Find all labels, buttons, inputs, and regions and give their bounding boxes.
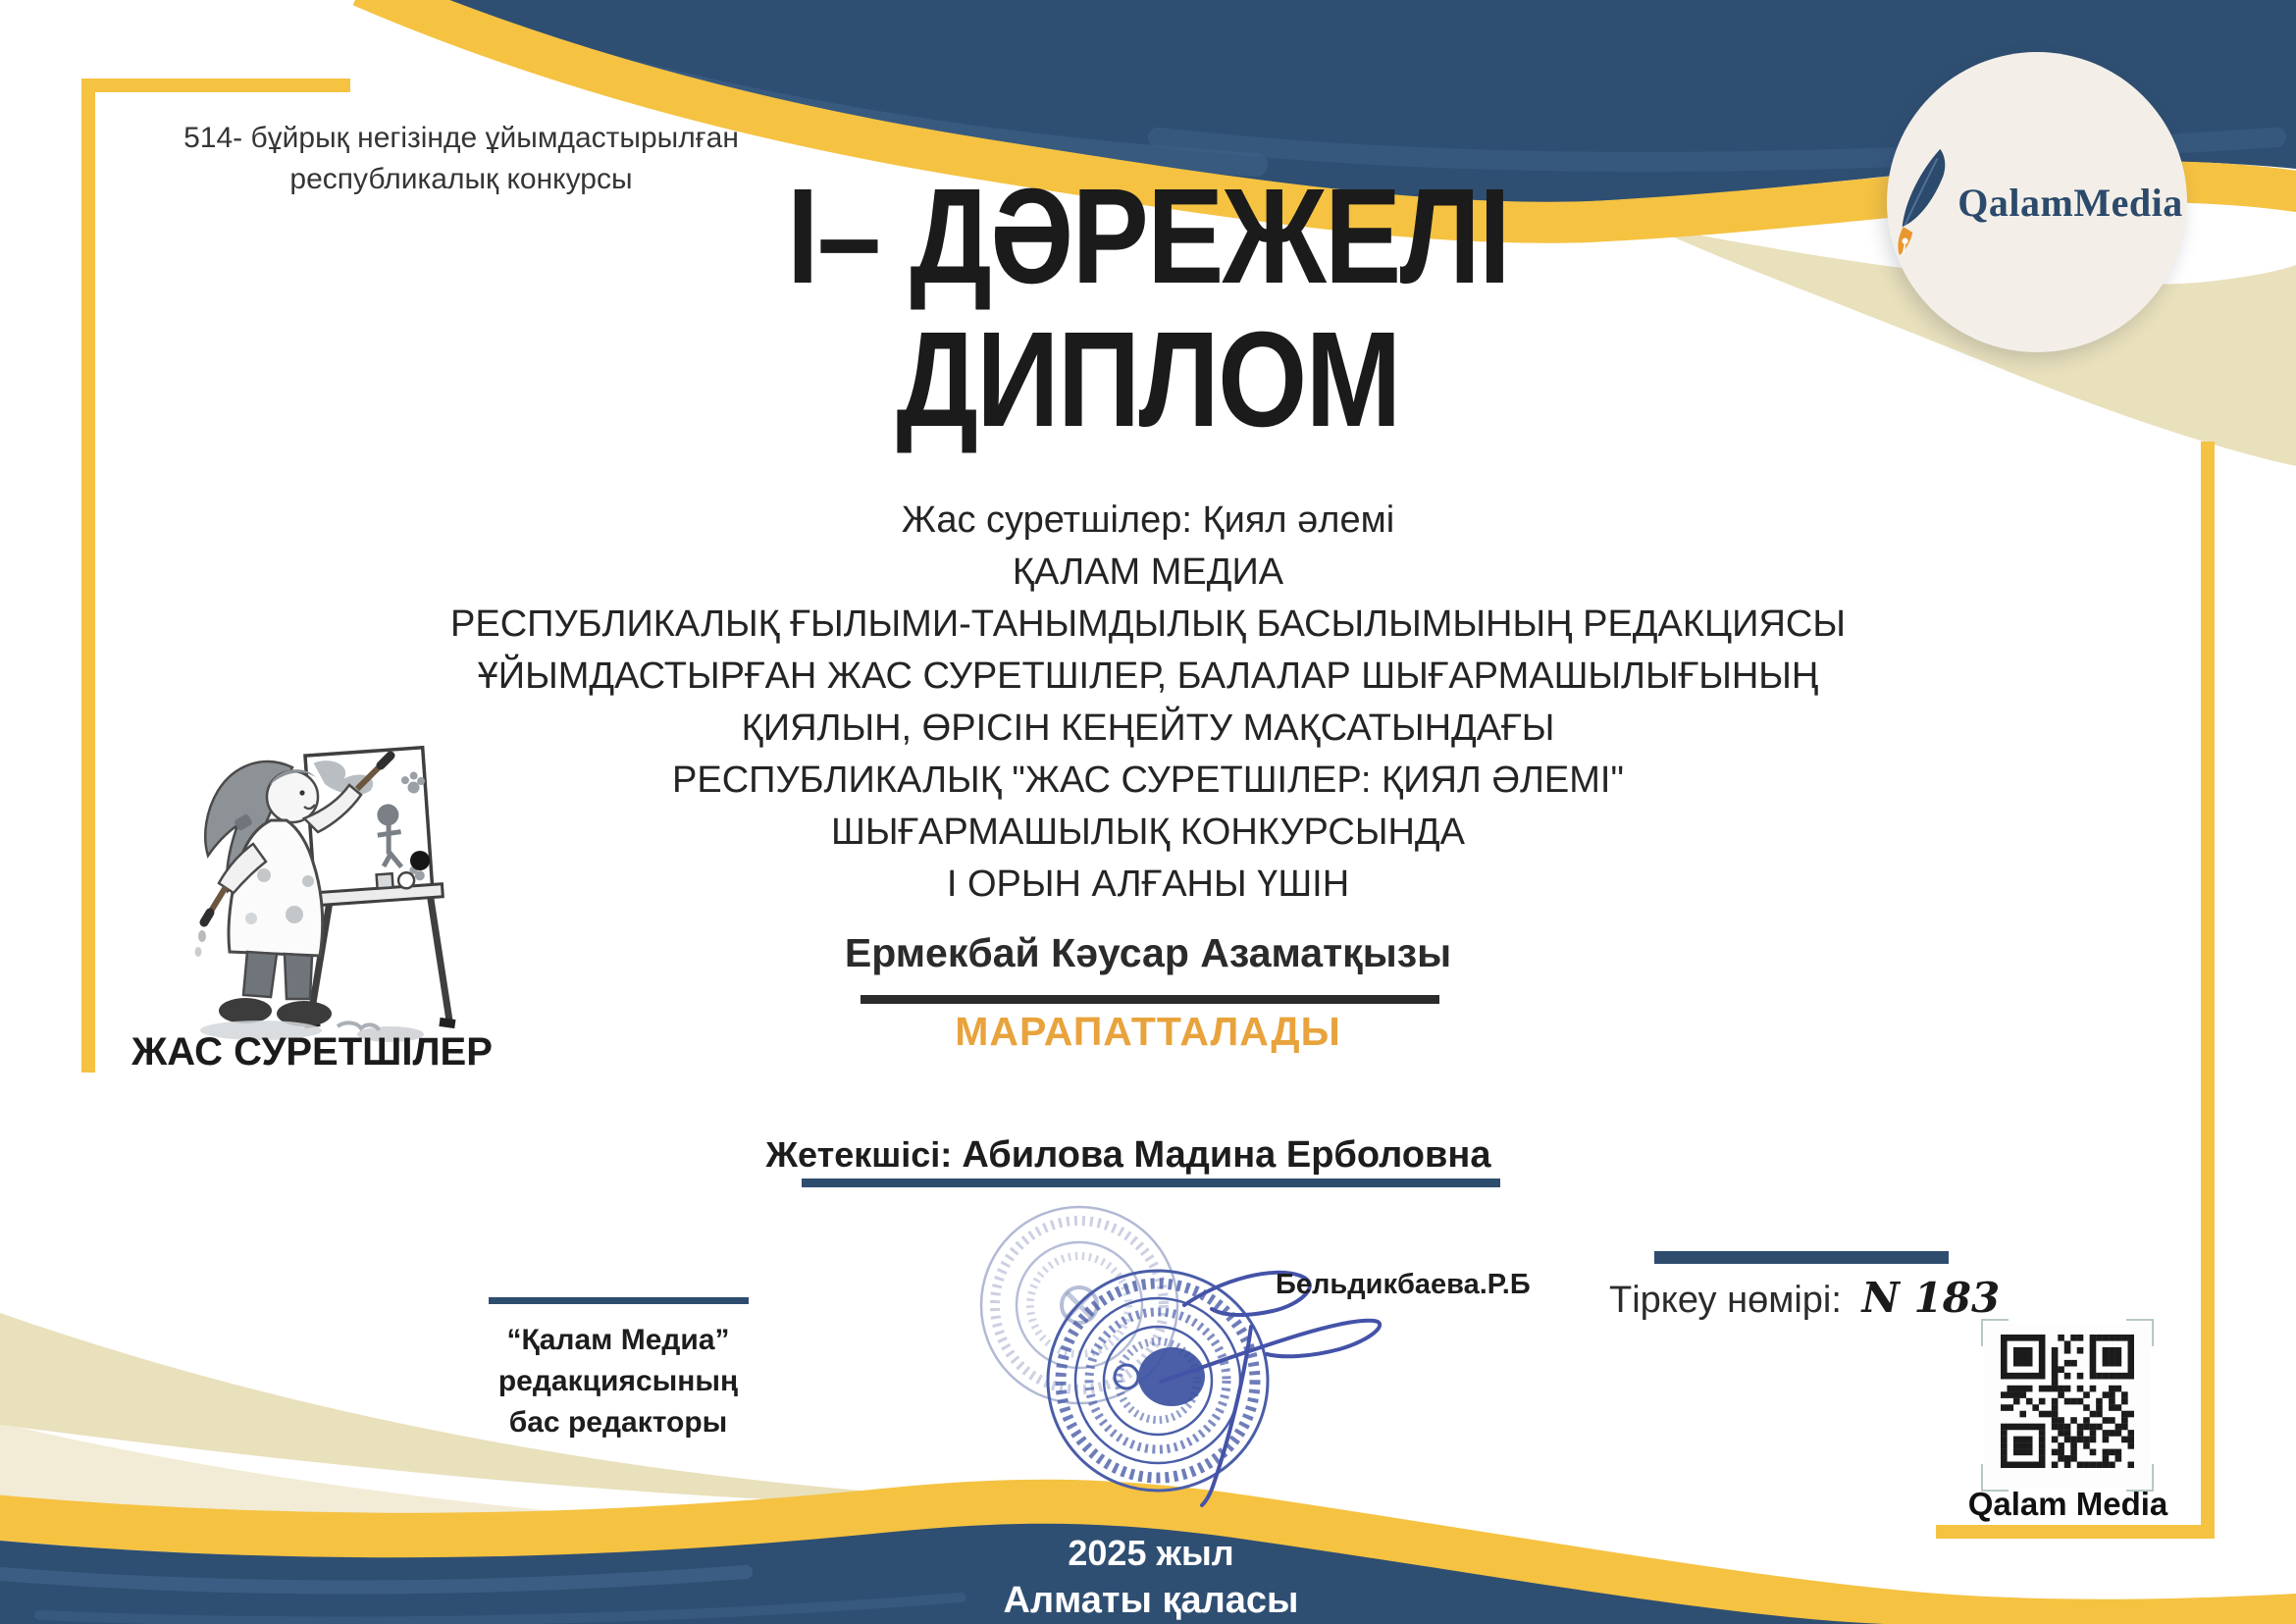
body-line: І ОРЫН АЛҒАНЫ ҮШІН <box>946 864 1350 905</box>
body-line: РЕСПУБЛИКАЛЫҚ ҒЫЛЫМИ-ТАНЫМДЫЛЫҚ БАСЫЛЫМЫНЫҢ РЕДАКЦИЯСЫ <box>450 603 1846 645</box>
registration-line-bar <box>1654 1251 1949 1264</box>
registration-label: Тіркеу нөмірі: <box>1609 1280 1842 1321</box>
qr-code <box>2001 1335 2134 1468</box>
supervisor-underline <box>802 1179 1500 1187</box>
frame-left-bar <box>81 79 95 1073</box>
feather-quill-icon <box>1891 145 1952 259</box>
frame-right-bar <box>2201 442 2215 1539</box>
footer-city: Алматы қаласы <box>1003 1580 1299 1621</box>
young-artist-illustration <box>145 726 469 1050</box>
decor-dot <box>410 851 430 870</box>
supervisor-label: Жетекшісі: <box>765 1134 953 1175</box>
signer-name: Бельдикбаева.Р.Б <box>1276 1269 1531 1300</box>
qalammedia-logo <box>1887 52 2187 352</box>
body-line: РЕСПУБЛИКАЛЫҚ "ЖАС СУРЕТШІЛЕР: ҚИЯЛ ӘЛЕМІ" <box>672 760 1624 801</box>
official-stamp <box>927 1189 1398 1533</box>
order-note-line2: республикалық конкурсы <box>289 163 633 195</box>
award-status: МАРАПАТТАЛАДЫ <box>955 1009 1341 1054</box>
qr-code-frame <box>1985 1323 2150 1488</box>
supervisor-name: Абилова Мадина Ерболовна <box>962 1134 1491 1176</box>
recipient-name: Ермекбай Кәусар Азаматқызы <box>844 930 1452 975</box>
recipient-underline <box>861 995 1439 1004</box>
editor-role-line1: “Қалам Медиа” редакциясының <box>497 1324 739 1397</box>
frame-top-bar <box>81 79 350 92</box>
qr-caption: Qalam Media <box>1967 1486 2168 1522</box>
body-line: ШЫҒАРМАШЫЛЫҚ КОНКУРСЫНДА <box>831 812 1465 853</box>
registration-number: N 183 <box>1861 1274 2001 1322</box>
mascot-caption: ЖАС СУРЕТШІЛЕР <box>131 1030 493 1074</box>
body-line: ҚАЛАМ МЕДИА <box>1012 551 1284 593</box>
editor-role-line2: бас редакторы <box>508 1406 728 1439</box>
frame-bottom-bar <box>1936 1525 2215 1539</box>
logo-wordmark: QalamMedia <box>1957 180 2183 225</box>
diploma-title <box>714 161 1582 455</box>
diploma-title-line1: І– ДӘРЕЖЕЛІ <box>786 161 1510 312</box>
order-note-line1: 514- бұйрық негізінде ұйымдастырылған <box>183 122 739 154</box>
editor-signature-line <box>489 1297 749 1304</box>
supervisor-row <box>628 1134 1629 1177</box>
editor-block <box>388 1297 849 1443</box>
body-line: ҰЙЫМДАСТЫРҒАН ЖАС СУРЕТШІЛЕР, БАЛАЛАР ШЫҒАРМАШЫЛЫҒЫНЫҢ <box>477 655 1819 697</box>
body-line: ҚИЯЛЫН, ӨРІСІН КЕҢЕЙТУ МАҚСАТЫНДАҒЫ <box>741 707 1555 749</box>
body-line: Жас суретшілер: Қиял әлемі <box>901 499 1395 541</box>
diploma-title-line2: ДИПЛОМ <box>896 304 1400 455</box>
order-note <box>128 118 795 200</box>
registration-row <box>1609 1274 2218 1322</box>
footer-year: 2025 жыл <box>1068 1533 1234 1573</box>
footer <box>857 1531 1445 1624</box>
